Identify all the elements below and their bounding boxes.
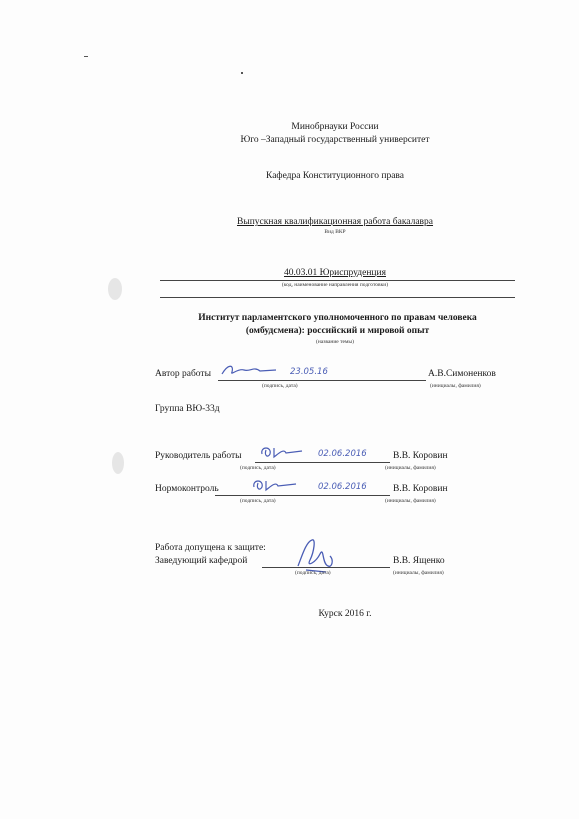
group-label: Группа ВЮ-33д (155, 404, 220, 414)
thesis-title-caption: (название темы) (316, 339, 354, 345)
university-name: Юго –Западный государственный университет (240, 135, 430, 145)
normcontrol-label: Нормоконтроль (155, 484, 219, 494)
specialty-line-2 (160, 297, 515, 298)
specialty-code: 40.03.01 Юриспруденция (284, 268, 386, 278)
specialty-line (160, 280, 515, 281)
work-type: Выпускная квалификационная работа бакалавра (236, 217, 434, 227)
author-caption-sign: (подпись, дата) (262, 383, 298, 389)
normcontrol-sign-line (215, 495, 390, 496)
admission-line: Работа допущена к защите: (155, 543, 266, 553)
thesis-title-line1: Институт парламентского уполномоченного по правам человека (198, 313, 477, 323)
supervisor-label: Руководитель работы (155, 451, 242, 461)
head-caption-name: (инициалы, фамилия) (393, 570, 444, 576)
supervisor-sign-date: 02.06.2016 (318, 449, 367, 459)
supervisor-caption-sign: (подпись, дата) (240, 465, 276, 471)
city-year: Курск 2016 г. (318, 609, 372, 619)
normcontrol-caption-name: (инициалы, фамилия) (385, 498, 436, 504)
author-label: Автор работы (155, 369, 211, 379)
signature-icon (250, 477, 300, 493)
normcontrol-signature (250, 477, 300, 497)
work-type-caption: Вид ВКР (324, 229, 346, 235)
author-sign-date: 23.05.16 (290, 367, 328, 377)
author-caption-name: (инициалы, фамилия) (430, 383, 481, 389)
signature-icon (258, 444, 304, 460)
supervisor-signature (258, 444, 304, 464)
author-signature (220, 362, 280, 381)
specialty-caption: (код, наименование направления подготовки) (281, 282, 389, 288)
scan-shadow (112, 452, 124, 474)
signature-icon (220, 362, 280, 378)
ministry-name: Минобрнауки России (291, 122, 379, 132)
normcontrol-caption-sign: (подпись, дата) (240, 498, 276, 504)
department-name: Кафедра Конституционного права (265, 171, 405, 181)
head-of-department-label: Заведующий кафедрой (155, 556, 248, 566)
scan-shadow (108, 278, 122, 300)
thesis-title-line2: (омбудсмена): российский и мировой опыт (245, 326, 430, 336)
supervisor-caption-name: (инициалы, фамилия) (385, 465, 436, 471)
scan-mark (241, 72, 243, 74)
author-name: А.В.Симоненков (428, 369, 496, 379)
head-name: В.В. Ященко (393, 556, 445, 566)
head-caption-sign: (подпись, дата) (295, 570, 331, 576)
normcontrol-sign-date: 02.06.2016 (318, 482, 367, 492)
scan-mark (84, 56, 88, 57)
supervisor-name: В.В. Коровин (393, 451, 448, 461)
normcontrol-name: В.В. Коровин (393, 484, 448, 494)
